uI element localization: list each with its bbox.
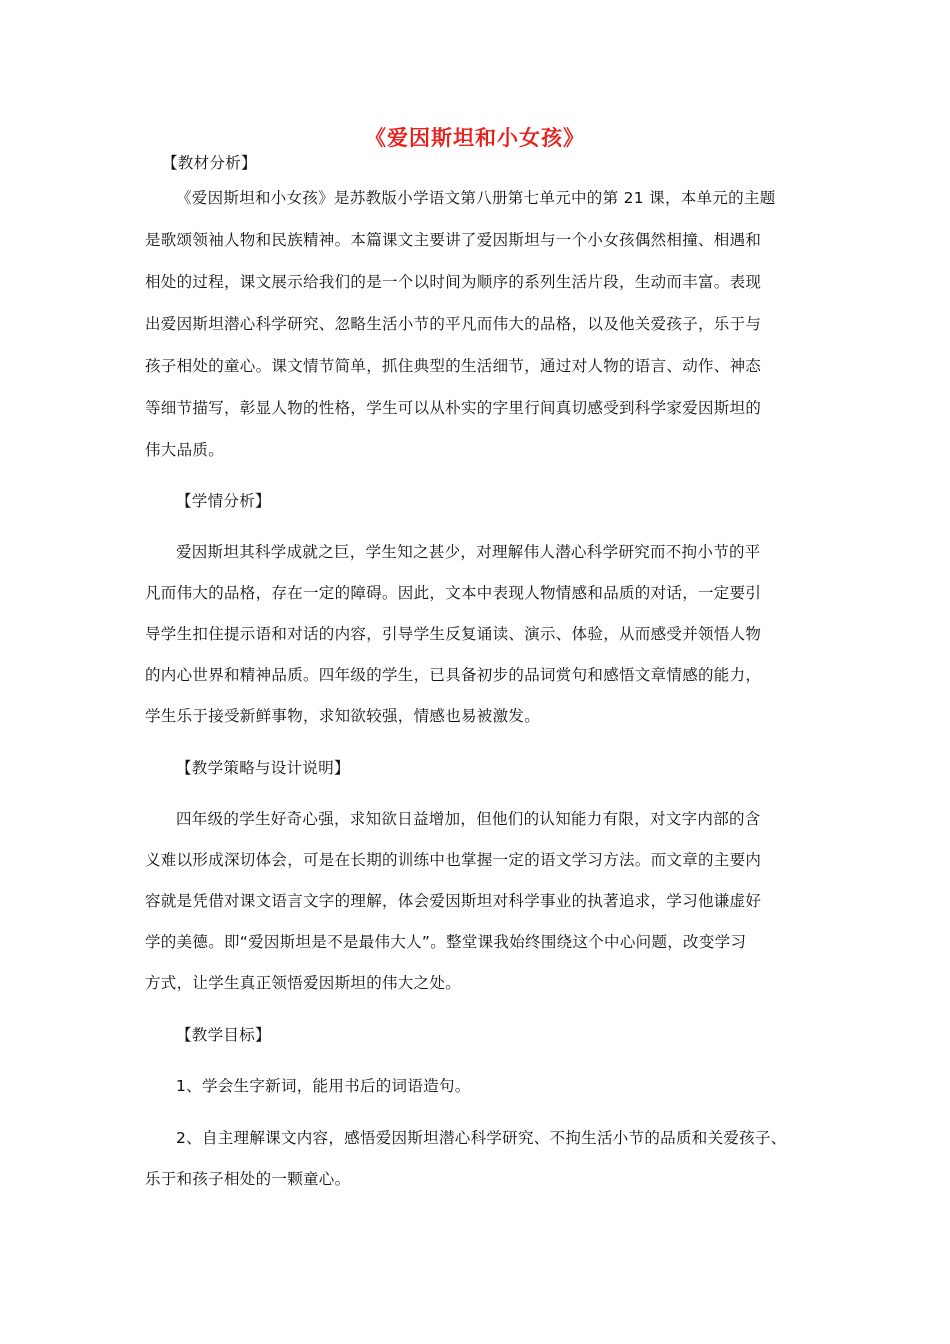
section-heading-student-analysis: 【学情分析】 [176, 492, 271, 510]
paragraph-line: 容就是凭借对课文语言文字的理解，体会爱因斯坦对科学事业的执著追求，学习他谦虚好 [145, 892, 762, 910]
section-heading-textbook-analysis: 【教材分析】 [162, 154, 257, 172]
section-heading-teaching-strategy: 【教学策略与设计说明】 [176, 759, 350, 777]
goal-item: 1、学会生字新词，能用书后的词语造句。 [176, 1077, 471, 1095]
paragraph-line: 四年级的学生好奇心强，求知欲日益增加，但他们的认知能力有限，对文字内部的含 [176, 810, 761, 828]
paragraph-line: 伟大品质。 [145, 441, 225, 459]
document-title: 《爱因斯坦和小女孩》 [365, 126, 585, 150]
paragraph-line: 学的美德。即“爱因斯坦是不是最伟大人”。整堂课我始终围绕这个中心问题，改变学习 [145, 933, 747, 951]
paragraph-line: 凡而伟大的品格，存在一定的障碍。因此，文本中表现人物情感和品质的对话，一定要引 [145, 584, 762, 602]
paragraph-line: 孩子相处的童心。课文情节简单，抓住典型的生活细节，通过对人物的语言、动作、神态 [145, 357, 762, 375]
paragraph-line: 学生乐于接受新鲜事物，求知欲较强，情感也易被激发。 [145, 707, 541, 725]
paragraph-line: 出爱因斯坦潜心科学研究、忽略生活小节的平凡而伟大的品格，以及他关爱孩子，乐于与 [145, 315, 762, 333]
paragraph-line: 是歌颂领袖人物和民族精神。本篇课文主要讲了爱因斯坦与一个小女孩偶然相撞、相遇和 [145, 231, 762, 249]
paragraph-line: 等细节描写，彰显人物的性格，学生可以从朴实的字里行间真切感受到科学家爱因斯坦的 [145, 399, 762, 417]
goal-item: 2、自主理解课文内容，感悟爱因斯坦潜心科学研究、不拘生活小节的品质和关爱孩子、 [176, 1129, 787, 1147]
paragraph-line: 的内心世界和精神品质。四年级的学生，已具备初步的品词赏句和感悟文章情感的能力， [145, 666, 762, 684]
section-heading-teaching-goals: 【教学目标】 [176, 1026, 271, 1044]
paragraph-line: 方式，让学生真正领悟爱因斯坦的伟大之处。 [145, 974, 462, 992]
goal-item-continuation: 乐于和孩子相处的一颗童心。 [145, 1170, 351, 1188]
paragraph-line: 义难以形成深切体会，可是在长期的训练中也掌握一定的语文学习方法。而文章的主要内 [145, 851, 762, 869]
paragraph-line: 爱因斯坦其科学成就之巨，学生知之甚少，对理解伟人潜心科学研究而不拘小节的平 [176, 543, 761, 561]
paragraph-line: 《爱因斯坦和小女孩》是苏教版小学语文第八册第七单元中的第 21 课，本单元的主题 [176, 189, 776, 207]
paragraph-line: 相处的过程，课文展示给我们的是一个以时间为顺序的系列生活片段，生动而丰富。表现 [145, 273, 762, 291]
paragraph-line: 导学生扣住提示语和对话的内容，引导学生反复诵读、演示、体验，从而感受并领悟人物 [145, 625, 762, 643]
